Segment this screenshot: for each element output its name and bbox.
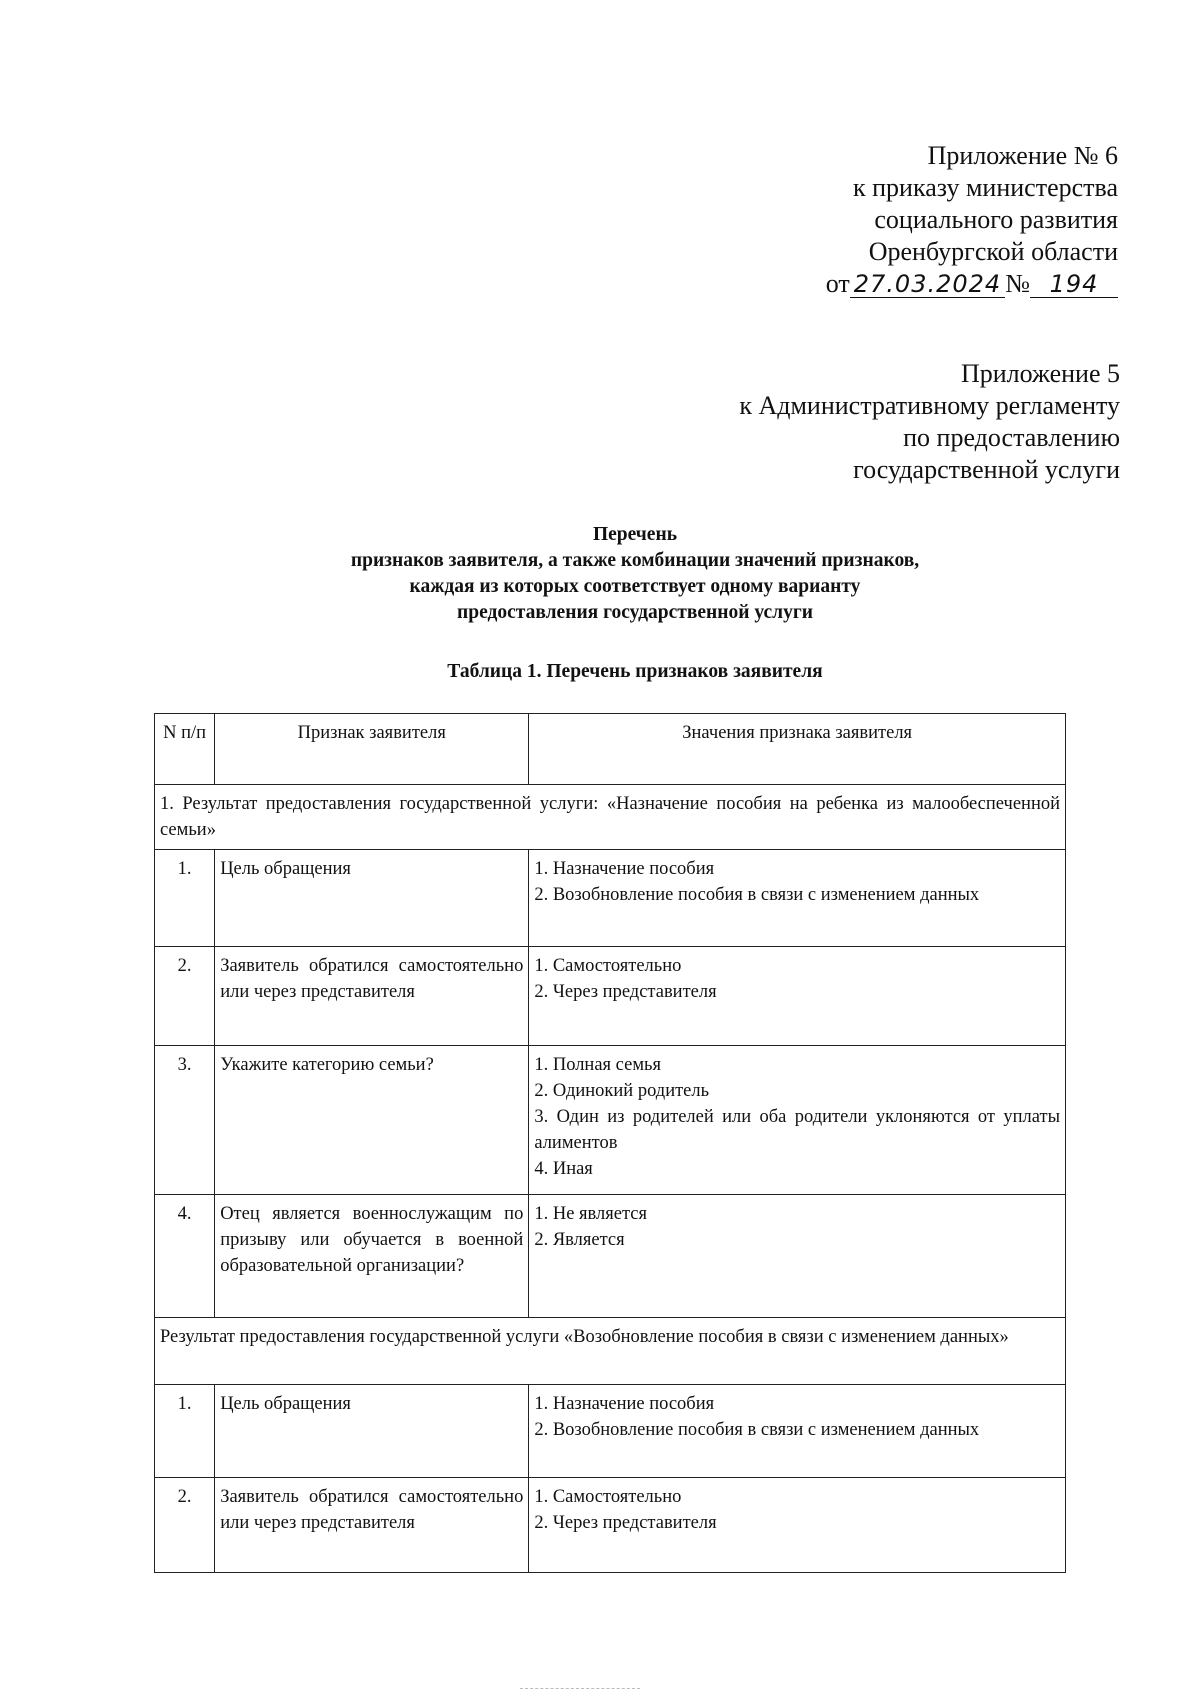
document-title xyxy=(0,522,1200,626)
table-caption: Таблица 1. Перечень признаков заявителя xyxy=(447,661,823,682)
scan-artifact-divider xyxy=(520,1688,640,1689)
row-num: 1. xyxy=(155,850,215,947)
value-item: 1. Назначение пособия xyxy=(534,1394,715,1414)
section-2-title: Результат предоставления государственной услуги «Возобновление пособия в связи с изменением данных» xyxy=(155,1318,1066,1385)
appendix-5-line4: государственной услуги xyxy=(853,455,1120,484)
appendix-5-line3: по предоставлению xyxy=(903,423,1120,452)
row-values xyxy=(529,850,1066,947)
appendix-6-line2: к приказу министерства xyxy=(853,173,1118,202)
appendix-6-line3: социального развития xyxy=(874,205,1118,234)
title-line-3: каждая из которых соответствует одному варианту xyxy=(409,576,861,597)
number-prefix: № xyxy=(1005,269,1030,298)
order-date: 27.03.2024 xyxy=(850,271,1005,298)
order-number: 194 xyxy=(1030,271,1118,298)
value-item: 1. Назначение пособия xyxy=(534,859,715,879)
appendix-5-header xyxy=(739,358,1120,486)
appendix-5-title: Приложение 5 xyxy=(960,359,1120,388)
row-num: 4. xyxy=(155,1195,215,1318)
table-row xyxy=(155,1046,1066,1195)
value-item: 2. Через представителя xyxy=(534,1513,717,1533)
row-criterion: Отец является военнослужащим по призыву или обучается в военной образовательной организации? xyxy=(215,1195,529,1318)
value-item: 2. Является xyxy=(534,1230,625,1250)
value-item: 1. Полная семья xyxy=(534,1055,661,1075)
appendix-5-line2: к Административному регламенту xyxy=(739,391,1120,420)
section-2-row xyxy=(155,1318,1066,1385)
header-values: Значения признака заявителя xyxy=(529,714,1066,785)
row-num: 2. xyxy=(155,947,215,1046)
row-num: 2. xyxy=(155,1478,215,1573)
title-line-1: Перечень xyxy=(592,524,678,545)
table-row xyxy=(155,850,1066,947)
row-num: 1. xyxy=(155,1385,215,1478)
row-values xyxy=(529,1195,1066,1318)
criteria-table xyxy=(154,713,1066,1573)
value-item: 2. Одинокий родитель xyxy=(534,1081,710,1101)
value-item: 4. Иная xyxy=(534,1159,593,1179)
value-item: 1. Самостоятельно xyxy=(534,956,682,976)
table-row xyxy=(155,1385,1066,1478)
section-1-title: 1. Результат предоставления государственной услуги: «Назначение пособия на ребенка из малообеспеченной семьи» xyxy=(155,785,1066,850)
row-values xyxy=(529,1478,1066,1573)
row-values xyxy=(529,1385,1066,1478)
row-num: 3. xyxy=(155,1046,215,1195)
table-row xyxy=(155,1195,1066,1318)
header-num: N п/п xyxy=(155,714,215,785)
section-1-row xyxy=(155,785,1066,850)
row-criterion: Укажите категорию семьи? xyxy=(215,1046,529,1195)
table-row xyxy=(155,1478,1066,1573)
title-line-2: признаков заявителя, а также комбинации значений признаков, xyxy=(350,550,920,571)
appendix-6-title: Приложение № 6 xyxy=(927,141,1118,170)
row-criterion: Цель обращения xyxy=(215,850,529,947)
value-item: 3. Один из родителей или оба родители уклоняются от уплаты алиментов xyxy=(534,1107,1060,1153)
table-row xyxy=(155,947,1066,1046)
appendix-6-line4: Оренбургской области xyxy=(868,237,1118,266)
value-item: 2. Возобновление пособия в связи с изменением данных xyxy=(534,885,980,905)
header-criterion: Признак заявителя xyxy=(215,714,529,785)
value-item: 2. Возобновление пособия в связи с изменением данных xyxy=(534,1420,980,1440)
table-header-row xyxy=(155,714,1066,785)
value-item: 1. Не является xyxy=(534,1204,648,1224)
title-line-4: предоставления государственной услуги xyxy=(457,602,813,623)
row-criterion: Цель обращения xyxy=(215,1385,529,1478)
value-item: 2. Через представителя xyxy=(534,982,717,1002)
date-prefix: от xyxy=(825,269,850,298)
value-item: 1. Самостоятельно xyxy=(534,1487,682,1507)
order-date-number xyxy=(826,268,1118,300)
row-values xyxy=(529,947,1066,1046)
appendix-6-header xyxy=(826,140,1118,300)
row-criterion: Заявитель обратился самостоятельно или через представителя xyxy=(215,947,529,1046)
row-criterion: Заявитель обратился самостоятельно или через представителя xyxy=(215,1478,529,1573)
row-values xyxy=(529,1046,1066,1195)
